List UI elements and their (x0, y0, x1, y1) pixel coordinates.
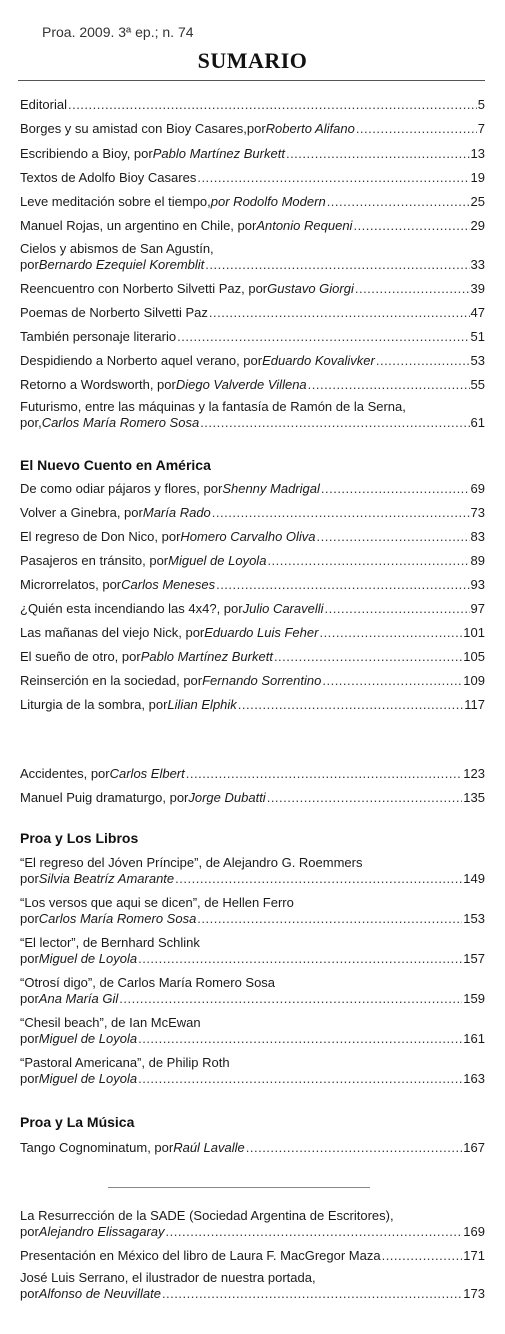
toc-entry: También personaje literario ..... 51 (20, 329, 485, 345)
toc-entry: Editorial ..... 5 (20, 97, 485, 113)
toc-entry: “El regreso del Jóven Príncipe”, de Alejandro G. Roemmers por Silvia Beatríz Amarante ..... 149 (20, 855, 485, 887)
toc-entry: Escribiendo a Bioy, por Pablo Martínez Burkett ..... 13 (20, 146, 485, 162)
toc-entry: Accidentes, por Carlos Elbert ..... 123 (20, 766, 485, 782)
section-divider (108, 1187, 370, 1188)
toc-entry: “Pastoral Americana”, de Philip Roth por Miguel de Loyola ..... 163 (20, 1055, 485, 1087)
section-heading: El Nuevo Cuento en América (20, 457, 211, 473)
section-heading: Proa y Los Libros (20, 830, 139, 846)
toc-entry: La Resurrección de la SADE (Sociedad Argentina de Escritores), por Alejandro Elissagaray ..... 169 (20, 1208, 485, 1240)
page-title: SUMARIO (197, 48, 308, 73)
toc-entry: Reinserción en la sociedad, por Fernando Sorrentino ..... 109 (20, 673, 485, 689)
toc-entry: Manuel Puig dramaturgo, por Jorge Dubatti ..... 135 (20, 790, 485, 806)
title-divider (18, 80, 485, 81)
toc-entry: Despidiendo a Norberto aquel verano, por Eduardo Kovalivker ..... 53 (20, 353, 485, 369)
toc-entry: Reencuentro con Norberto Silvetti Paz, por Gustavo Giorgi ..... 39 (20, 281, 485, 297)
toc-entry: Microrrelatos, por Carlos Meneses ..... 93 (20, 577, 485, 593)
toc-entry: El sueño de otro, por Pablo Martínez Burkett ..... 105 (20, 649, 485, 665)
toc-entry: Tango Cognominatum, por Raúl Lavalle ..... 167 (20, 1140, 485, 1156)
toc-entry: Presentación en México del libro de Laura F. MacGregor Maza ..... 171 (20, 1248, 485, 1264)
section-heading: Proa y La Música (20, 1114, 135, 1130)
toc-entry: Poemas de Norberto Silvetti Paz ..... 47 (20, 305, 485, 321)
toc-entry: ¿Quién esta incendiando las 4x4?, por Julio Caravelli ..... 97 (20, 601, 485, 617)
toc-entry: Textos de Adolfo Bioy Casares ..... 19 (20, 170, 485, 186)
toc-entry: Futurismo, entre las máquinas y la fantasía de Ramón de la Serna, por, Carlos María Romero Sosa ..... 61 (20, 399, 485, 431)
toc-entry: Leve meditación sobre el tiempo, por Rodolfo Modern ..... 25 (20, 194, 485, 210)
toc-entry: “Los versos que aqui se dicen”, de Hellen Ferro por Carlos María Romero Sosa ..... 153 (20, 895, 485, 927)
toc-entry: Pasajeros en tránsito, por Miguel de Loyola ..... 89 (20, 553, 485, 569)
publication-info: Proa. 2009. 3ª ep.; n. 74 (42, 24, 194, 40)
toc-entry: José Luis Serrano, el ilustrador de nuestra portada, por Alfonso de Neuvillate ..... 173 (20, 1270, 485, 1302)
toc-entry: “Chesil beach”, de Ian McEwan por Miguel de Loyola ..... 161 (20, 1015, 485, 1047)
toc-entry: “Otrosí digo”, de Carlos María Romero Sosa por Ana María Gil ..... 159 (20, 975, 485, 1007)
toc-entry: Volver a Ginebra, por María Rado ..... 73 (20, 505, 485, 521)
toc-entry: Las mañanas del viejo Nick, por Eduardo Luis Feher ..... 101 (20, 625, 485, 641)
toc-entry: Manuel Rojas, un argentino en Chile, por Antonio Requeni ..... 29 (20, 218, 485, 234)
toc-entry: Liturgia de la sombra, por Lilian Elphik ..... 117 (20, 697, 485, 713)
toc-entry: Borges y su amistad con Bioy Casares,por Roberto Alifano ..... 7 (20, 121, 485, 137)
toc-entry: Cielos y abismos de San Agustín, por Bernardo Ezequiel Koremblit ..... 33 (20, 241, 485, 273)
toc-entry: Retorno a Wordsworth, por Diego Valverde Villena ..... 55 (20, 377, 485, 393)
toc-entry: “El lector”, de Bernhard Schlink por Miguel de Loyola ..... 157 (20, 935, 485, 967)
toc-entry: De como odiar pájaros y flores, por Shenny Madrigal ..... 69 (20, 481, 485, 497)
toc-entry: El regreso de Don Nico, por Homero Carvalho Oliva ..... 83 (20, 529, 485, 545)
